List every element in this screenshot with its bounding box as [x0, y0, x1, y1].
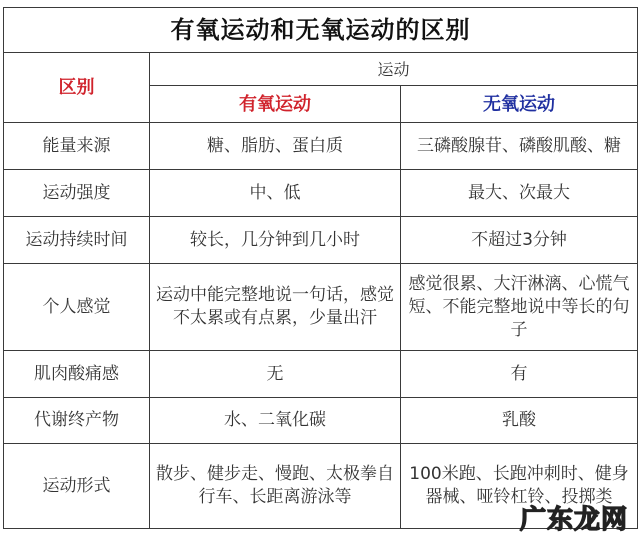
- table-title: 有氧运动和无氧运动的区别: [4, 8, 638, 53]
- table-row: [4, 264, 638, 351]
- comparison-table: [3, 7, 638, 529]
- aerobic-cell: 水、二氧化碳: [150, 398, 401, 444]
- anaerobic-cell: 100米跑、长跑冲刺时、健身器械、哑铃杠铃、投掷类: [401, 444, 638, 529]
- row-label: 运动持续时间: [4, 217, 150, 264]
- aerobic-cell: 无: [150, 351, 401, 398]
- anaerobic-cell: 感觉很累、大汗淋漓、心慌气短、不能完整地说中等长的句子: [401, 264, 638, 351]
- row-label: 肌肉酸痛感: [4, 351, 150, 398]
- anaerobic-cell: 有: [401, 351, 638, 398]
- anaerobic-cell: 最大、次最大: [401, 170, 638, 217]
- row-label: 代谢终产物: [4, 398, 150, 444]
- watermark-logo: 广东龙网: [520, 505, 629, 535]
- row-label: 能量来源: [4, 123, 150, 170]
- aerobic-cell: 较长，几分钟到几小时: [150, 217, 401, 264]
- table-row: [4, 123, 638, 170]
- table-row: [4, 170, 638, 217]
- table-row: [4, 398, 638, 444]
- anaerobic-cell: 三磷酸腺苷、磷酸肌酸、糖: [401, 123, 638, 170]
- column-header-aerobic: 有氧运动: [150, 86, 401, 123]
- table-row: [4, 351, 638, 398]
- row-label: 运动形式: [4, 444, 150, 529]
- row-label: 运动强度: [4, 170, 150, 217]
- row-label: 个人感觉: [4, 264, 150, 351]
- anaerobic-cell: 乳酸: [401, 398, 638, 444]
- group-header: 运动: [150, 53, 638, 86]
- aerobic-cell: 糖、脂肪、蛋白质: [150, 123, 401, 170]
- anaerobic-cell: 不超过3分钟: [401, 217, 638, 264]
- table-row: [4, 217, 638, 264]
- aerobic-cell: 散步、健步走、慢跑、太极拳自行车、长距离游泳等: [150, 444, 401, 529]
- column-header-anaerobic: 无氧运动: [401, 86, 638, 123]
- aerobic-cell: 运动中能完整地说一句话，感觉不太累或有点累，少量出汗: [150, 264, 401, 351]
- row-label-header: 区别: [4, 53, 150, 123]
- aerobic-cell: 中、低: [150, 170, 401, 217]
